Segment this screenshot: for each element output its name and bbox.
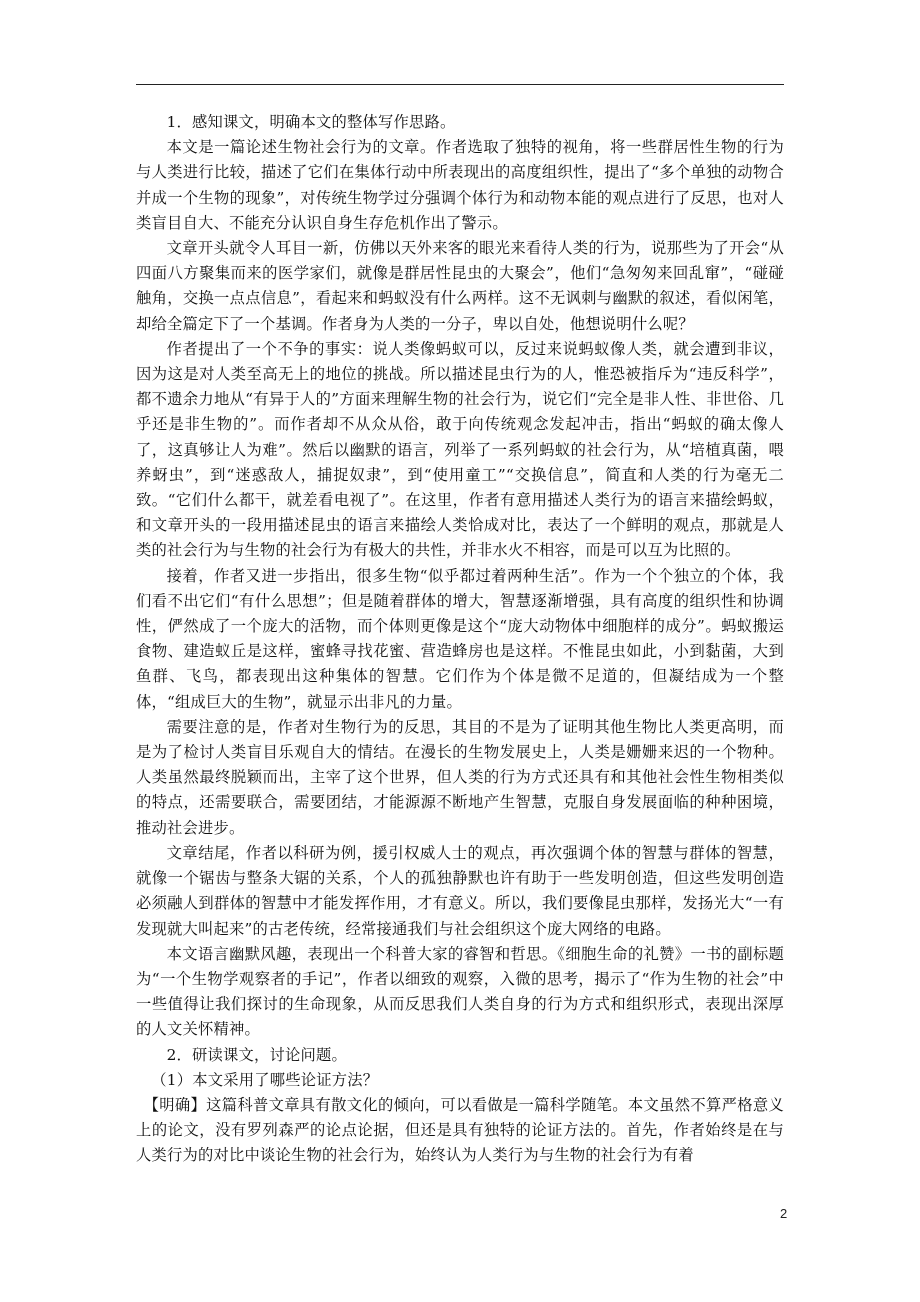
paragraph-opening-analysis: 文章开头就令人耳目一新，仿佛以天外来客的眼光来看待人类的行为，说那些为了开会“从四面八方聚集而来的医学家们，就像是群居性昆虫的大聚会”，他们“急匆匆来回乱窜”，“碰碰触角，交换一点点信息”，看起来和蚂蚁没有什么两样。这不无讽刺与幽默的叙述，看似闲笔，却给全篇定下了一个基调。作者身为人类的一分子，卑以自处，他想说明什么呢？ — [136, 239, 784, 333]
paragraph-conclusion: 文章结尾，作者以科研为例，援引权威人士的观点，再次强调个体的智慧与群体的智慧，就像一个锯齿与整条大锯的关系，个人的孤独静默也许有助于一些发明创造，但这些发明创造必须融人到群体的智慧中才能发挥作用，才有意义。所以，我们要像昆虫那样，发扬光大“一有发现就大叫起来”的古老传统，经常接通我们与社会组织这个庞大网络的电路。 — [136, 843, 784, 938]
page-number: 2 — [780, 1206, 788, 1221]
section-heading-1: 1．感知课文，明确本文的整体写作思路。 — [166, 113, 456, 131]
sub-question-1: （1）本文采用了哪些论证方法？ — [151, 1070, 379, 1089]
paragraph-summary: 本文是一篇论述生物社会行为的文章。作者选取了独特的视角，将一些群居性生物的行为与人类进行比较，描述了它们在集体行动中所表现出的高度组织性，提出了“多个单独的动物合并成一个生物的现象”，对传统生物学过分强调个体行为和动物本能的观点进行了反思，也对人类盲目自大、不能充分认识自身生存危机作出了警示。 — [136, 138, 784, 232]
paragraph-language-style: 本文语言幽默风趣，表现出一个科普大家的睿智和哲思。《细胞生命的礼赞》一书的副标题为“一个生物学观察者的手记”，作者以细致的观察，入微的思考，揭示了“作为生物的社会”中一些值得让我们探讨的生命现象，从而反思我们人类自身的行为方式和组织形式，表现出深厚的人文关怀精神。 — [136, 944, 784, 1039]
paragraph-two-lives: 接着，作者又进一步指出，很多生物“似乎都过着两种生活”。作为一个个独立的个体，我们看不出它们“有什么思想”；但是随着群体的增大，智慧逐渐增强，具有高度的组织性和协调性，俨然成了一个庞大的活物，而个体则更像是这个“庞大动物体中细胞样的成分”。蚂蚁搬运食物、建造蚁丘是这样，蜜蜂寻找花蜜、营造蜂房也是这样。不惟昆虫如此，小到黏菌，大到鱼群、飞鸟，都表现出这种集体的智慧。它们作为个体是微不足道的，但凝结成为一个整体，“组成巨大的生物”，就显示出非凡的力量。 — [136, 566, 784, 711]
paragraph-ant-comparison: 作者提出了一个不争的事实：说人类像蚂蚁可以，反过来说蚂蚁像人类，就会遭到非议，因为这是对人类至高无上的地位的挑战。所以描述昆虫行为的人，惟恐被指斥为“违反科学”，都不遗余力地从“有异于人的”方面来理解生物的社会行为，说它们“完全是非人性、非世俗、几乎还是非生物的”。而作者却不从众从俗，敢于向传统观念发起冲击，指出“蚂蚁的确太像人了，这真够让人为难”。然后以幽默的语言，列举了一系列蚂蚁的社会行为，从“培植真菌，喂养蚜虫”，到“迷惑敌人，捕捉奴隶”，到“使用童工”“交换信息”，简直和人类的行为毫无二致。“它们什么都干，就差看电视了”。在这里，作者有意用描述人类行为的语言来描绘蚂蚁，和文章开头的一段用描述昆虫的语言来描绘人类恰成对比，表达了一个鲜明的观点，那就是人类的社会行为与生物的社会行为有极大的共性，并非水火不相容，而是可以互为比照的。 — [136, 339, 784, 560]
header-rule — [136, 84, 784, 85]
section-heading-2: 2．研读课文，讨论问题。 — [166, 1045, 347, 1064]
paragraph-reflection: 需要注意的是，作者对生物行为的反思，其目的不是为了证明其他生物比人类更高明，而是为了检讨人类盲目乐观自大的情结。在漫长的生物发展史上，人类是姗姗来迟的一个物种。人类虽然最终脱颖而出，主宰了这个世界，但人类的行为方式还具有和其他社会性生物相类似的特点，还需要联合，需要团结，才能源源不断地产生智慧，克服自身发展面临的种种困境，推动社会进步。 — [136, 717, 784, 837]
answer-paragraph: 【明确】这篇科普文章具有散文化的倾向，可以看做是一篇科学随笔。本文虽然不算严格意义上的论文，没有罗列森严的论点论据，但还是具有独特的论证方法的。首先，作者始终是在与人类行为的对比中谈论生物的社会行为，始终认为人类行为与生物的社会行为有着 — [136, 1095, 784, 1165]
document-body — [136, 110, 784, 1169]
